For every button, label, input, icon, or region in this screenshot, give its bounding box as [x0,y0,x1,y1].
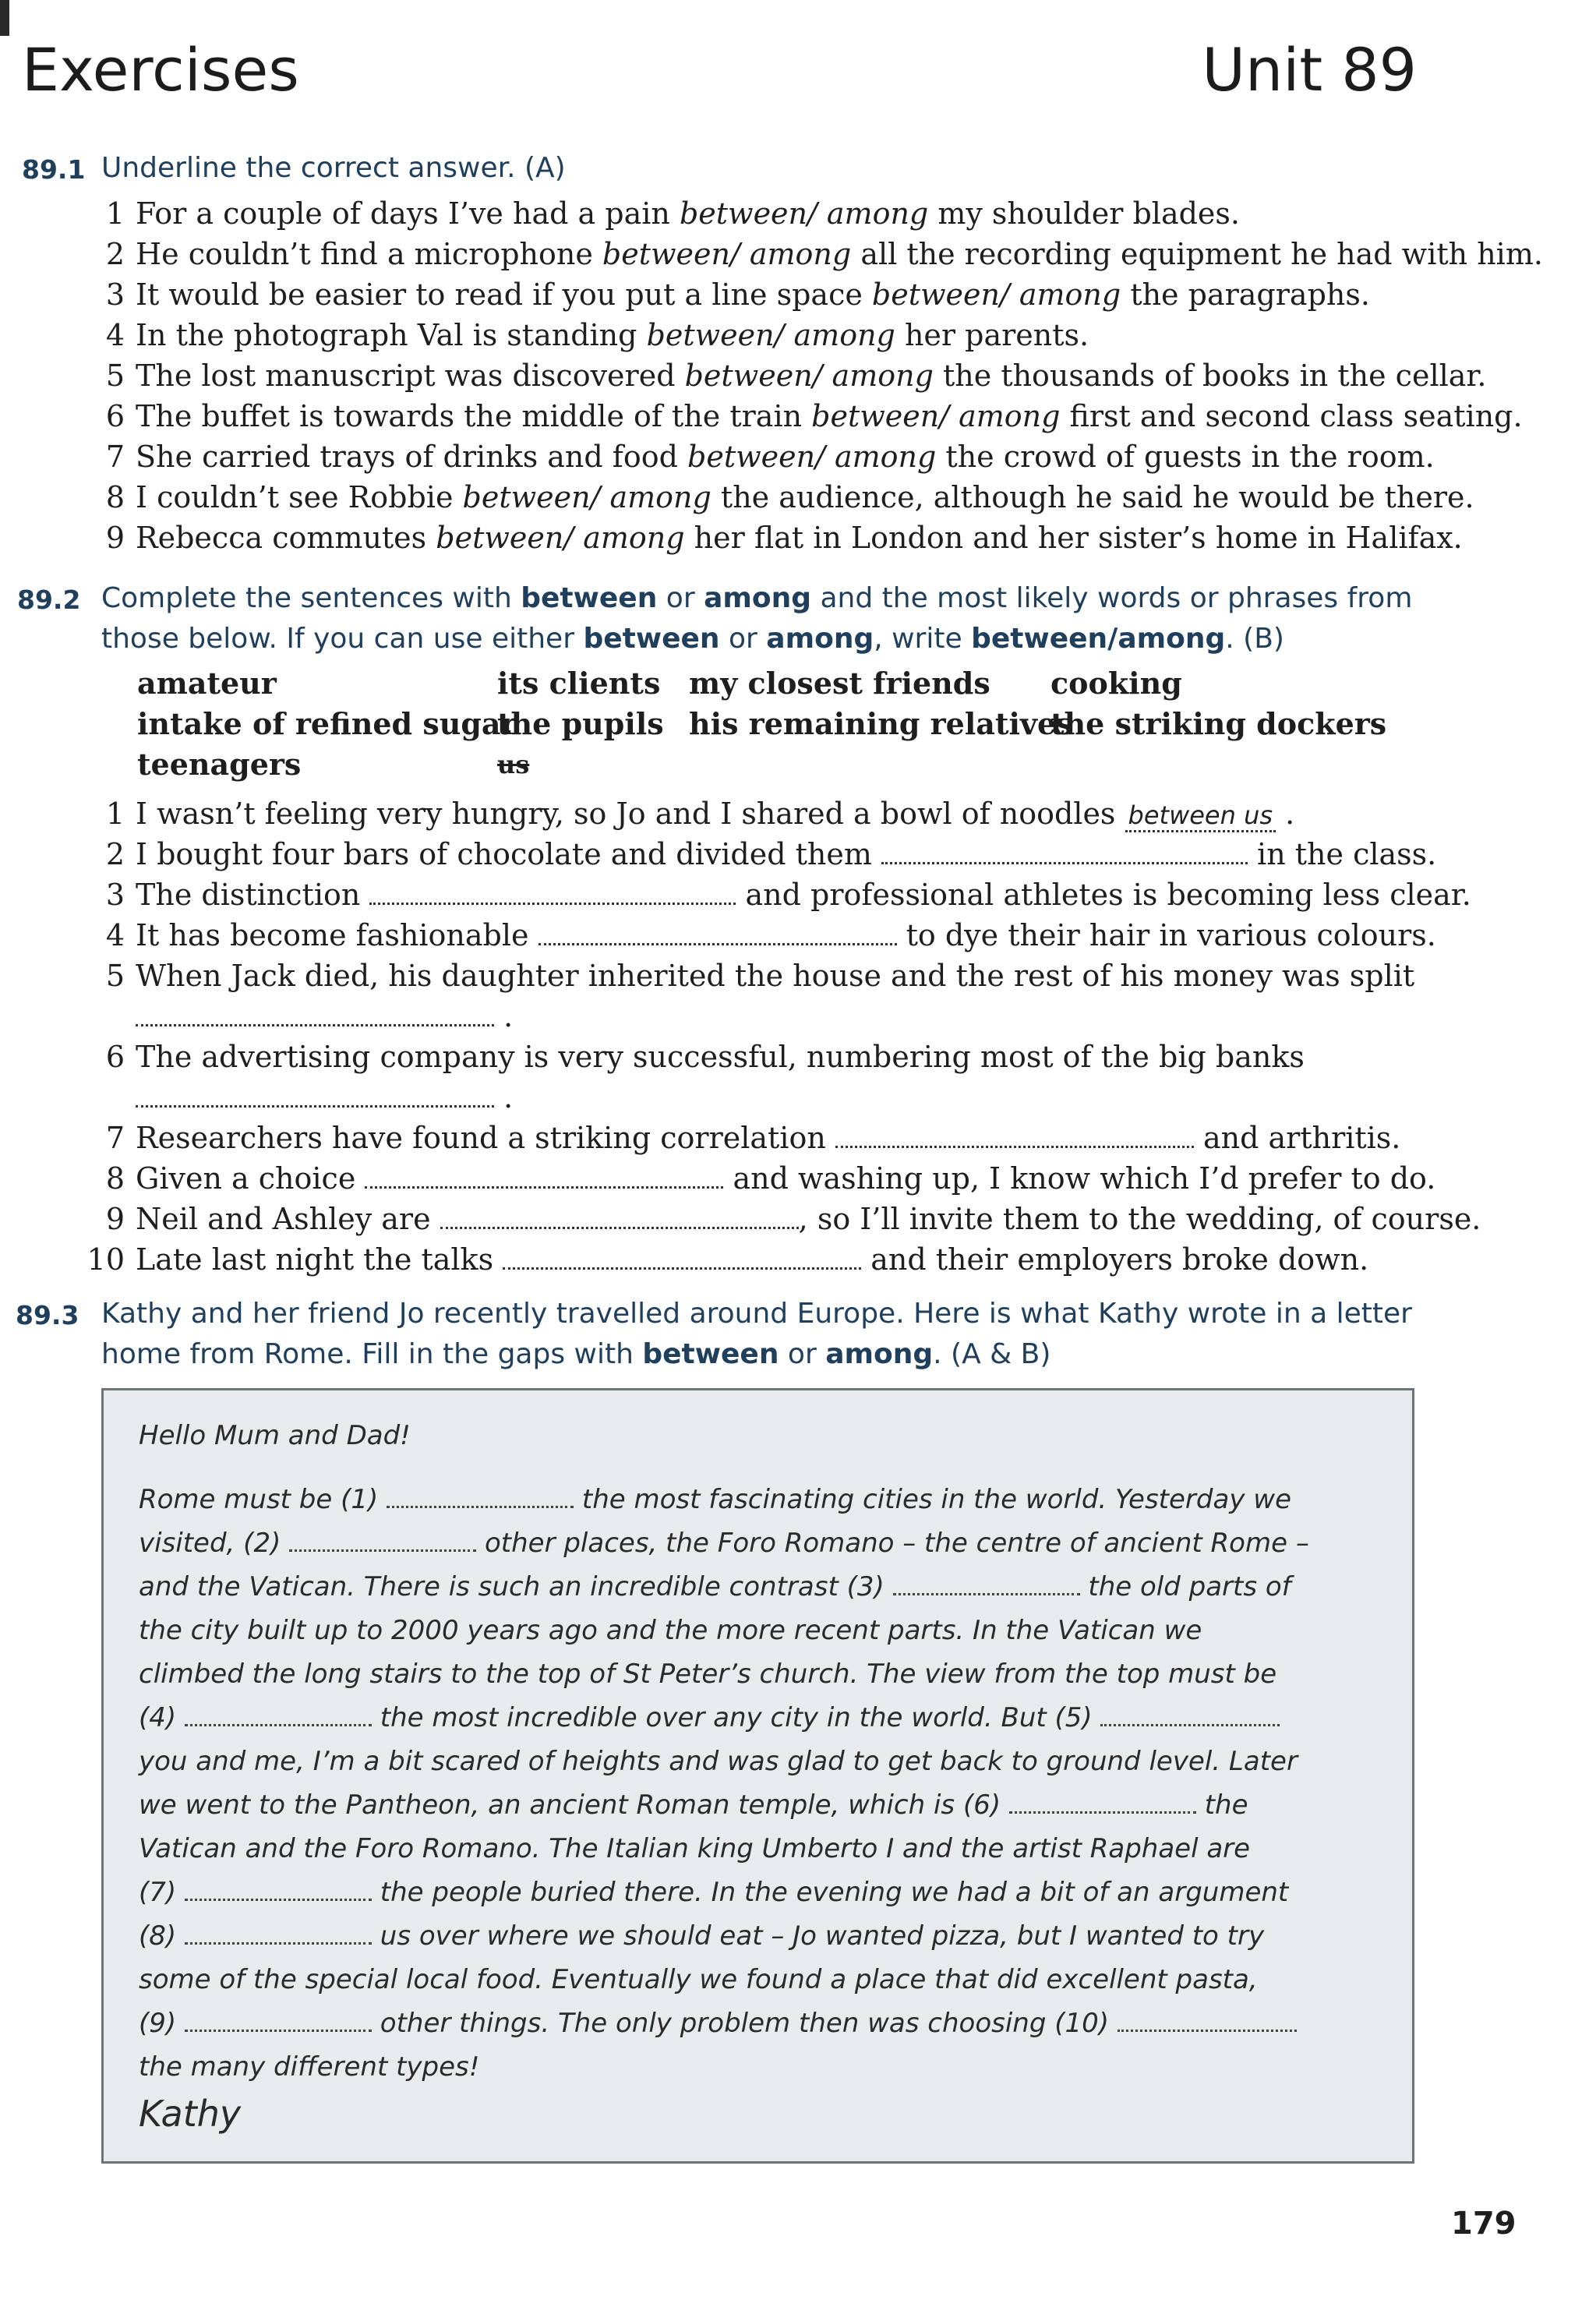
answer-choice[interactable]: between/ among [811,399,1061,433]
gap-8[interactable] [185,1920,372,1945]
answer-blank[interactable] [881,839,1248,864]
sentence-1-2: 2 He couldn’t find a microphone between/ among all the recording equipment he had with him. [105,237,1543,271]
letter-line: some of the special local food. Eventually we found a place that did excellent pasta, [139,1964,1258,1995]
answer-blank[interactable] [365,1163,723,1189]
corner-mark [0,0,9,36]
gap-1[interactable] [387,1484,574,1508]
filled-answer: between us [1125,800,1276,832]
gap-7[interactable] [185,1877,372,1901]
gap-3[interactable] [893,1571,1080,1595]
answer-blank[interactable] [835,1122,1194,1148]
word-option: his remaining relatives [689,706,1073,741]
letter-line: Vatican and the Foro Romano. The Italian king Umberto I and the artist Raphael are [139,1833,1251,1864]
sentence-2-5: 5 When Jack died, his daughter inherited the house and the rest of his money was split [105,959,1415,993]
unit-title: Unit 89 [1202,35,1417,104]
answer-blank[interactable] [369,879,736,905]
sentence-2-3: 3 The distinction and professional athletes is becoming less clear. [105,878,1471,912]
exercise-instruction-89-2: Complete the sentences with between or among and the most likely words or phrases from those below. If you can use either between or among, write between/among. (B) [101,582,1413,655]
letter-line: you and me, I’m a bit scared of heights and was glad to get back to ground level. Later [139,1746,1298,1777]
letter-line: (7) the people buried there. In the evening we had a bit of an argument [139,1877,1289,1908]
sentence-1-9: 9 Rebecca commutes between/ among her flat in London and her sister’s home in Halifax. [105,521,1463,555]
sentence-1-5: 5 The lost manuscript was discovered between/ among the thousands of books in the cellar. [105,359,1487,393]
answer-blank[interactable] [503,1244,861,1270]
sentence-1-6: 6 The buffet is towards the middle of the train between/ among first and second class seating. [105,399,1523,433]
sentence-2-6-cont: . [136,1079,513,1116]
exercise-number-89-1: 89.1 [22,154,86,185]
word-option: its clients [497,666,661,701]
exercise-instruction-89-3: Kathy and her friend Jo recently travelled around Europe. Here is what Kathy wrote in a letter home from Rome. Fill in the gaps with between or among. (A & B) [101,1298,1412,1370]
letter-line: visited, (2) other places, the Foro Romano – the centre of ancient Rome – [139,1528,1309,1559]
sentence-2-2: 2 I bought four bars of chocolate and divided them in the class. [105,837,1437,871]
letter-line: we went to the Pantheon, an ancient Roman temple, which is (6) the [139,1789,1248,1821]
word-option: teenagers [137,747,302,782]
answer-blank[interactable] [136,1082,494,1108]
answer-choice[interactable]: between/ among [679,196,929,231]
sentence-1-8: 8 I couldn’t see Robbie between/ among the audience, although he said he would be there. [105,480,1474,514]
sentence-1-1: 1 For a couple of days I’ve had a pain between/ among my shoulder blades. [105,196,1240,231]
letter-line: the city built up to 2000 years ago and the more recent parts. In the Vatican we [139,1615,1202,1646]
exercise-number-89-3: 89.3 [16,1300,79,1330]
letter-line: and the Vatican. There is such an incredible contrast (3) the old parts of [139,1571,1291,1602]
answer-choice[interactable]: between/ among [687,440,937,474]
sentence-2-5-cont: . [136,998,513,1035]
letter-signature: Kathy [139,2093,242,2135]
answer-blank[interactable] [538,920,897,945]
gap-9[interactable] [185,2008,372,2032]
gap-6[interactable] [1009,1789,1196,1814]
answer-choice[interactable]: between/ among [871,277,1121,312]
word-option: my closest friends [689,666,990,701]
sentence-2-4: 4 It has become fashionable to dye their hair in various colours. [105,918,1436,952]
answer-choice[interactable]: between/ among [462,480,711,514]
sentence-2-9: 9 Neil and Ashley are , so I’ll invite them to the wedding, of course. [105,1202,1481,1236]
gap-2[interactable] [289,1528,476,1552]
answer-blank[interactable] [440,1203,799,1229]
answer-choice[interactable]: between/ among [602,237,852,271]
letter-box [101,1388,1414,2164]
answer-choice[interactable]: between/ among [436,521,685,555]
exercise-number-89-2: 89.2 [17,585,81,615]
word-option: cooking [1050,666,1182,701]
sentence-1-7: 7 She carried trays of drinks and food between/ among the crowd of guests in the room. [105,440,1435,474]
word-option-used: us [497,750,530,779]
sentence-2-8: 8 Given a choice and washing up, I know which I’d prefer to do. [105,1161,1436,1196]
sentence-2-7: 7 Researchers have found a striking correlation and arthritis. [105,1121,1401,1155]
sentence-1-3: 3 It would be easier to read if you put a line space between/ among the paragraphs. [105,277,1370,312]
word-option: intake of refined sugar [137,706,517,741]
page-title: Exercises [22,35,299,104]
gap-10[interactable] [1118,2008,1297,2032]
letter-line: (8) us over where we should eat – Jo wanted pizza, but I wanted to try [139,1920,1265,1952]
letter-line: (9) other things. The only problem then was choosing (10) [139,2001,1297,2045]
letter-line: (4) the most incredible over any city in the world. But (5) [139,1696,1280,1740]
word-option: the striking dockers [1050,706,1387,741]
answer-choice[interactable]: between/ among [646,318,895,352]
sentence-2-10: 10 Late last night the talks and their employers broke down. [87,1242,1369,1277]
sentence-1-4: 4 In the photograph Val is standing between/ among her parents. [105,318,1089,352]
sentence-2-6: 6 The advertising company is very successful, numbering most of the big banks [105,1040,1305,1074]
answer-choice[interactable]: between/ among [684,359,934,393]
letter-line: the many different types! [139,2051,480,2083]
page-number: 179 [1451,2206,1517,2242]
letter-line: Rome must be (1) the most fascinating cities in the world. Yesterday we [139,1484,1291,1515]
word-option: amateur [137,666,277,701]
exercise-instruction-89-1: Underline the correct answer. (A) [101,152,566,184]
word-option: the pupils [497,706,664,741]
gap-5[interactable] [1100,1702,1280,1726]
sentence-2-1: 1 I wasn’t feeling very hungry, so Jo and I shared a bowl of noodles between us . [105,797,1295,831]
answer-blank[interactable] [136,1001,494,1026]
letter-greeting: Hello Mum and Dad! [139,1420,411,1451]
gap-4[interactable] [185,1702,372,1726]
letter-line: climbed the long stairs to the top of St Peter’s church. The view from the top must be [139,1659,1277,1690]
